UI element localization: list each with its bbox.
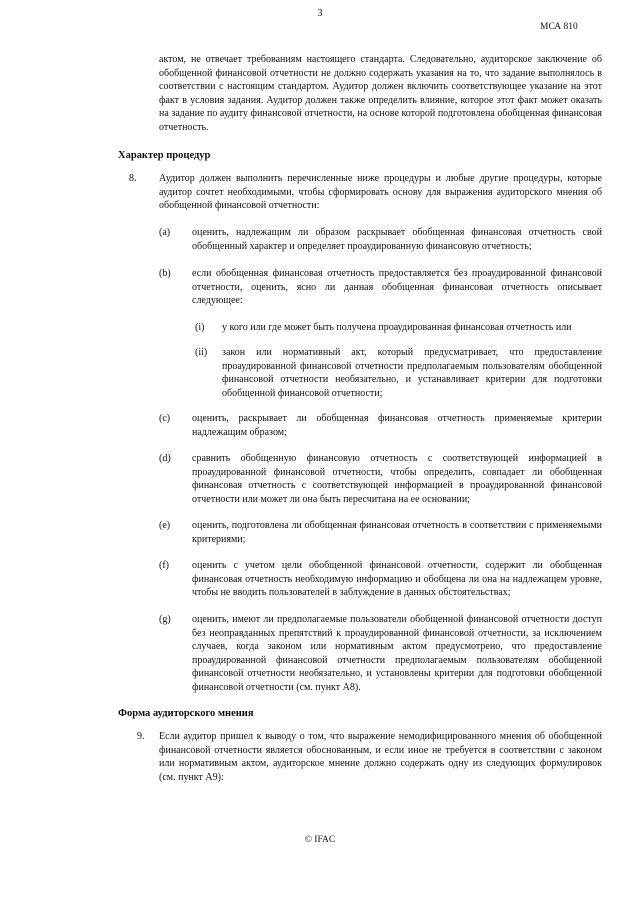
paragraph-number-9: 9. <box>137 731 145 742</box>
intro-paragraph: актом, не отвечает требованиям настоящего стандарта. Следовательно, аудиторское заключение об обобщенной финансовой отчетности не должно содержать указания на то, что задание выполнялось в соответствии с настоящим стандартом. Аудитор должен включить соответствующее указание на этот факт в условия задания. Аудитор должен также определить влияние, которое этот факт может оказать на задание по аудиту финансовой отчетности, на основе которой подготовлена обобщенная финансовая отчетность. <box>159 54 602 133</box>
item-label-g: (g) <box>159 614 171 625</box>
item-text-c: оценить, раскрывает ли обобщенная финансовая отчетность применяемые критерии надлежащим образом; <box>192 413 602 438</box>
item-label-b: (b) <box>159 268 171 279</box>
document-code: МСА 810 <box>540 22 578 32</box>
item-label-f: (f) <box>159 560 169 571</box>
item-label-e: (e) <box>159 520 171 531</box>
item-label-c: (c) <box>159 413 171 424</box>
item-text-f: оценить с учетом цели обобщенной финансовой отчетности, содержит ли обобщенная финансовая отчетность необходимую информацию и обобщена ли она на надлежащем уровне, чтобы не вводить пользователей в заблуждение в данных обстоятельствах; <box>192 560 602 599</box>
subitem-label-ii: (ii) <box>195 347 208 358</box>
footer-copyright: © IFAC <box>304 835 336 845</box>
item-label-d: (d) <box>159 453 171 464</box>
section-heading-opinion-form: Форма аудиторского мнения <box>118 708 254 719</box>
paragraph-8-text: Аудитор должен выполнить перечисленные ниже процедуры и любые другие процедуры, которые аудитор сочтет необходимыми, чтобы сформировать основу для выражения аудиторского мнения об обобщенной финансовой отчетности: <box>159 173 602 212</box>
subitem-text-i: у кого или где может быть получена проаудированная финансовая отчетность или <box>222 322 572 333</box>
item-text-a: оценить, надлежащим ли образом раскрывает обобщенная финансовая отчетность свой обобщенный характер и определяет проаудированную финансовую отчетность; <box>192 227 602 252</box>
item-text-b: если обобщенная финансовая отчетность предоставляется без проаудированной финансовой отчетности, оценить, ясно ли данная обобщенная финансовая отчетность описывает следующее: <box>192 268 602 307</box>
paragraph-9-text: Если аудитор пришел к выводу о том, что выражение немодифицированного мнения об обобщенной финансовой отчетности является обоснованным, и если иное не требуется в соответствии с законом или нормативным актом, аудиторское мнение должно содержать одну из следующих формулировок (см. пункт A9): <box>159 731 602 783</box>
item-text-e: оценить, подготовлена ли обобщенная финансовая отчетность в соответствии с применяемыми критериями; <box>192 520 602 545</box>
item-text-g: оценить, имеют ли предполагаемые пользователи обобщенной финансовой отчетности доступ без неоправданных препятствий к проаудированной финансовой отчетности, за исключением случаев, когда законом или нормативным актом предусмотрено, что предоставление проаудированной финансовой отчетности предполагаемым пользователям обобщенной финансовой отчетности необязательно, и установлены критерии для подготовки обобщенной финансовой отчетности (см. пункт A8). <box>192 614 602 693</box>
section-heading-procedures: Характер процедур <box>118 150 211 161</box>
item-text-d: сравнить обобщенную финансовую отчетность с соответствующей информацией в проаудированной финансовой отчетности, чтобы определить, совпадает ли обобщенная финансовая отчетность с соответствующей информацией в проаудированной финансовой отчетности или может ли она быть пересчитана на ее основании; <box>192 453 602 505</box>
page-number: 3 <box>317 8 323 19</box>
subitem-text-ii: закон или нормативный акт, который предусматривает, что предоставление проаудированной финансовой отчетности предполагаемым пользователям обобщенной финансовой отчетности необязательно, и устанавливает критерии для подготовки обобщенной финансовой отчетности; <box>222 347 602 399</box>
item-label-a: (a) <box>159 227 171 238</box>
paragraph-number-8: 8. <box>129 173 137 184</box>
subitem-label-i: (i) <box>195 322 205 333</box>
